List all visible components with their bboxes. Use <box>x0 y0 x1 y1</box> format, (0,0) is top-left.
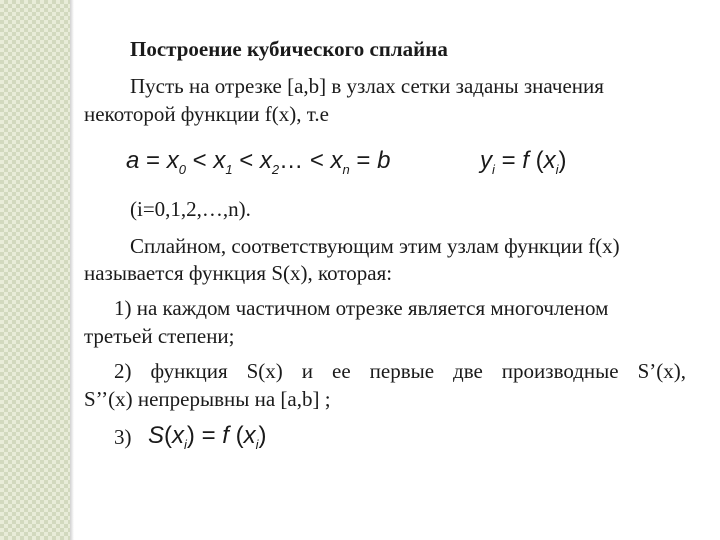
paragraph1-line2: некоторой функции f(x), т.е <box>84 102 329 126</box>
paragraph2-line2: называется функция S(x), которая: <box>84 261 393 285</box>
node-inequality-formula: $a = x_0 < x_1$ < $x_2\dots < x_n = b$ <box>126 147 391 177</box>
slide-content <box>74 0 720 540</box>
item1-line2: третьей степени; <box>84 324 235 348</box>
index-range-text: (i=0,1,2,…,n). <box>130 197 251 221</box>
item2-line2: S’’(x) непрерывны на [a,b] ; <box>84 387 331 411</box>
item1-line1: 1) на каждом частичном отрезке является многочленом <box>114 296 609 320</box>
item3-label: 3) <box>114 425 132 449</box>
function-values-formula: $y_i = f$ $(x_i)$ <box>480 147 567 177</box>
item2-line1: 2) функция S(x) и ее первые две производные S’(x), <box>114 359 686 383</box>
paragraph2-line1: Сплайном, соответствующим этим узлам функции f(x) <box>130 234 620 258</box>
interpolation-condition-formula: $S(x_i) = f$ $(x_i)$ <box>148 422 267 452</box>
slide-title: Построение кубического сплайна <box>130 37 448 61</box>
paragraph1-line1: Пусть на отрезке [a,b] в узлах сетки заданы значения <box>130 74 604 98</box>
decorative-side-band <box>0 0 70 540</box>
